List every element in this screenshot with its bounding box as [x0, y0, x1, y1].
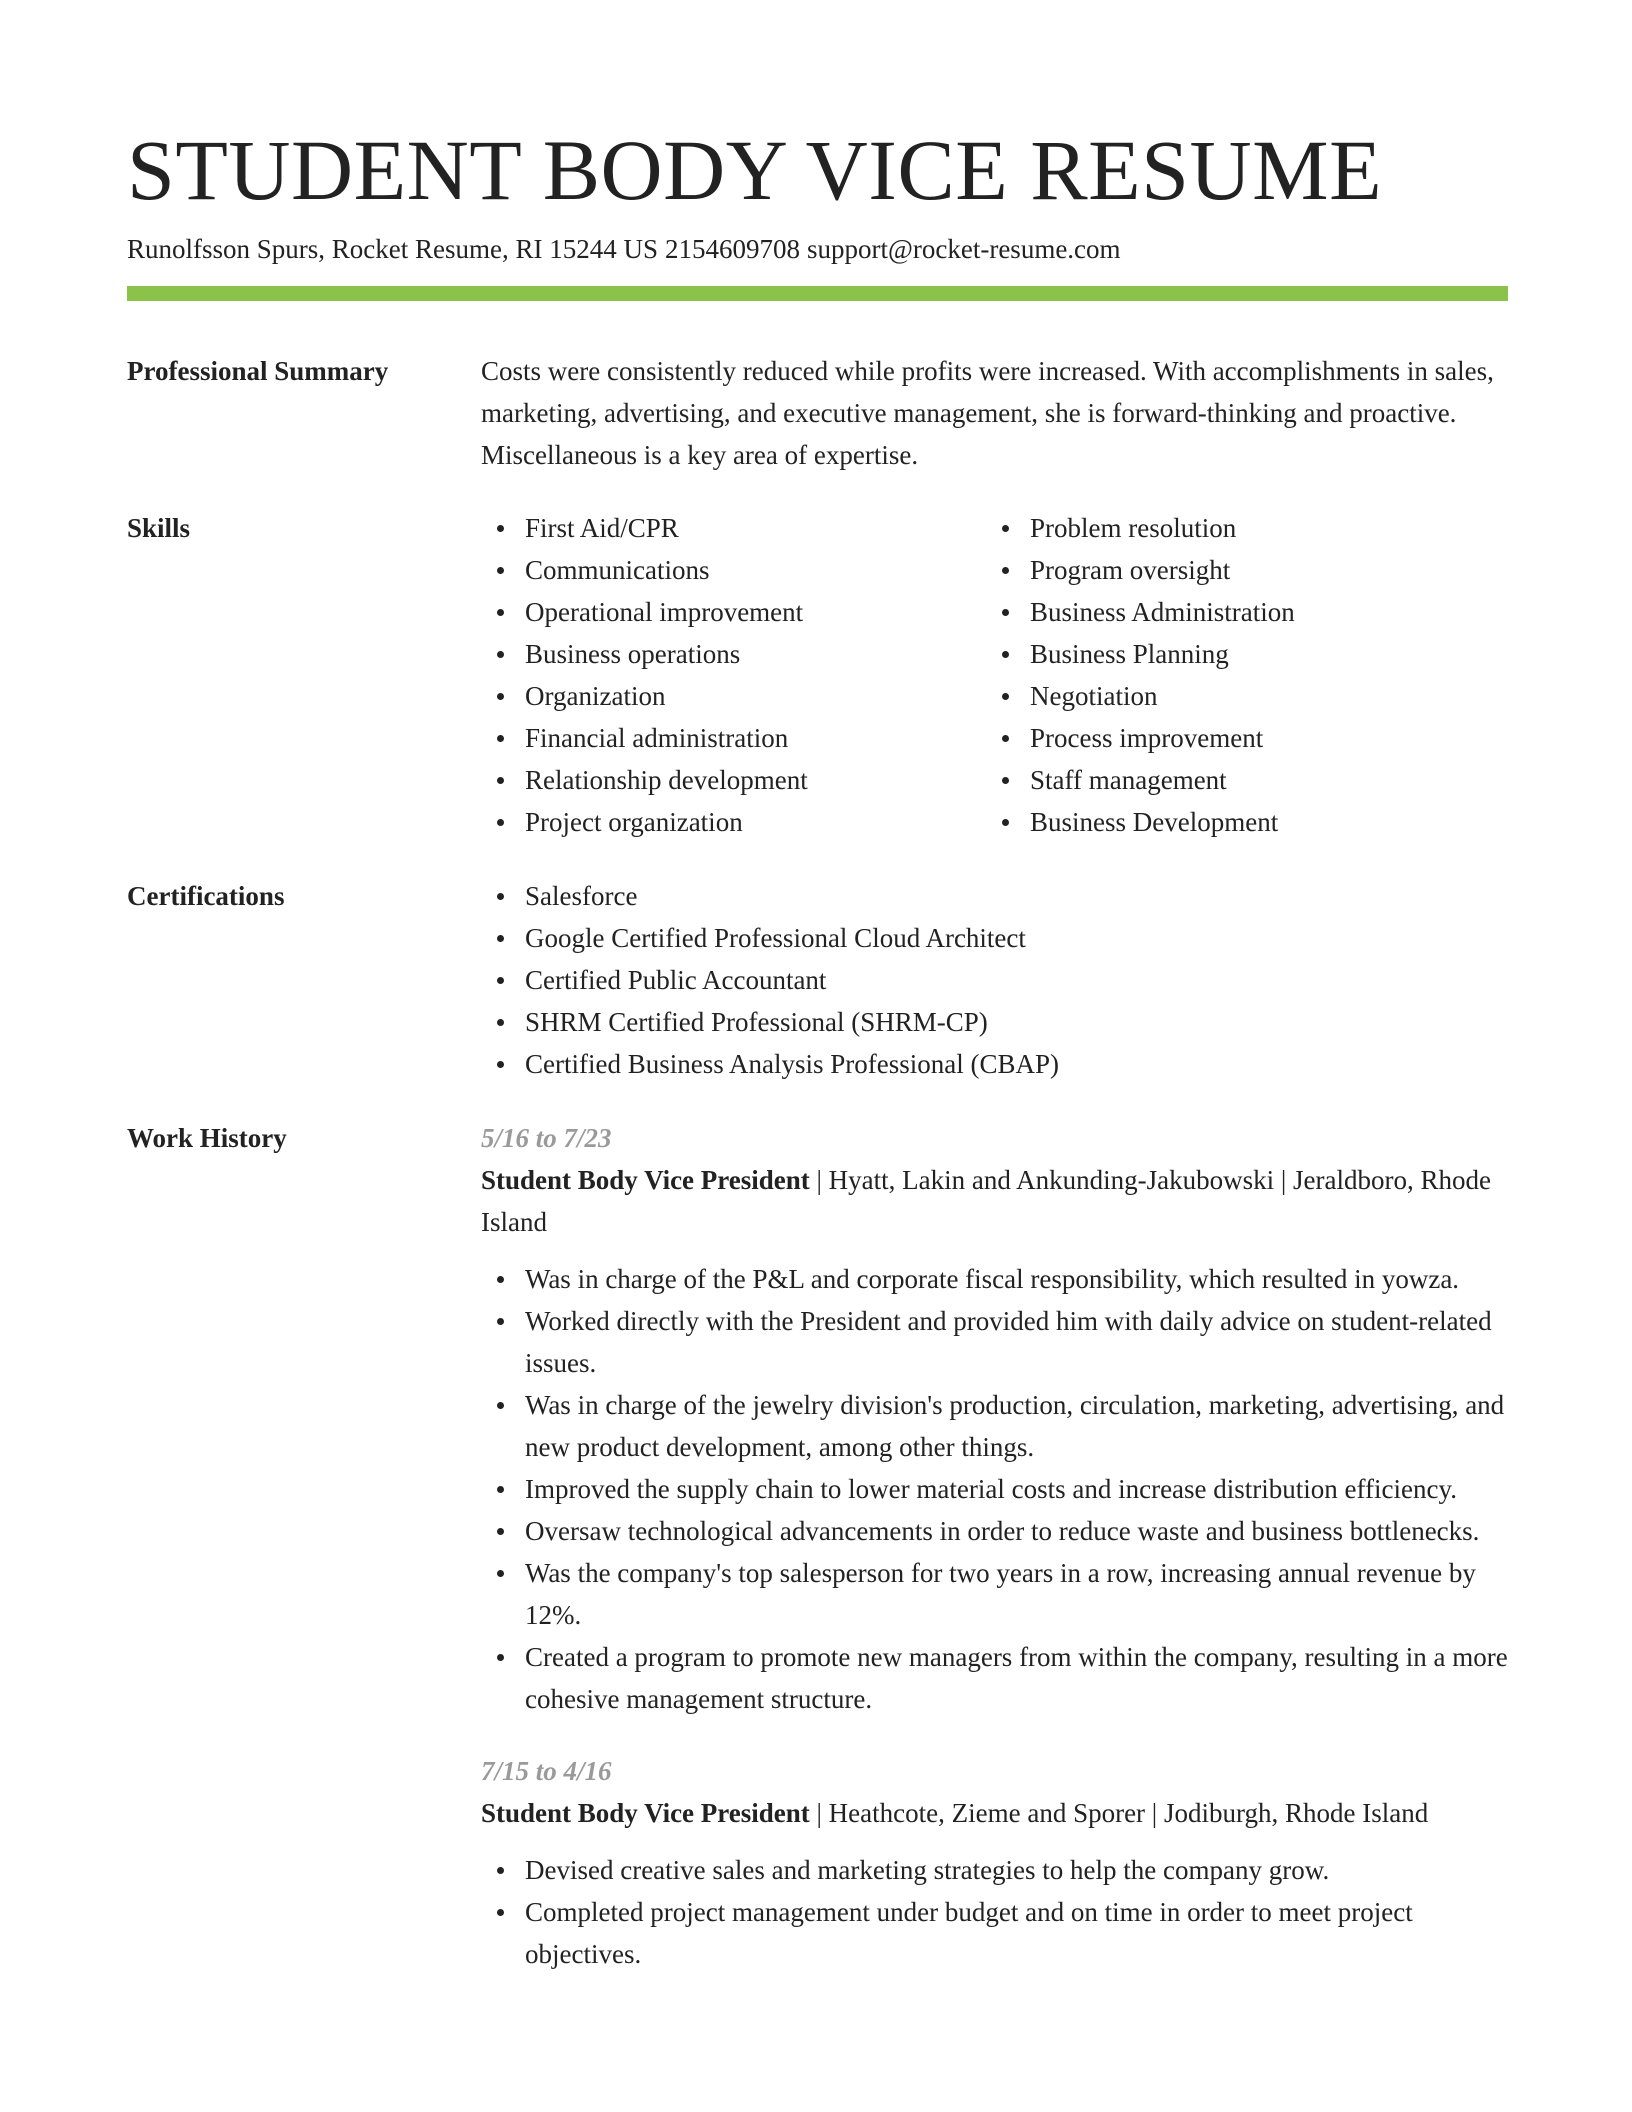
skills-body: [481, 507, 1508, 843]
certification-item: Google Certified Professional Cloud Architect: [481, 917, 1508, 959]
contact-line: [127, 231, 1121, 267]
job-title: Student Body Vice President: [481, 1165, 810, 1195]
skill-item: Operational improvement: [481, 591, 986, 633]
certification-item: Certified Public Accountant: [481, 959, 1508, 1001]
skill-item: Relationship development: [481, 759, 986, 801]
skills-list-left: [481, 507, 986, 843]
job-duty: Devised creative sales and marketing strategies to help the company grow.: [481, 1849, 1508, 1891]
job-duty: Completed project management under budget and on time in order to meet project objectives.: [481, 1891, 1508, 1975]
work-history-body: [481, 1117, 1508, 1975]
job-duty: Oversaw technological advancements in order to reduce waste and business bottlenecks.: [481, 1510, 1508, 1552]
certifications-label: Certifications: [127, 881, 285, 911]
certifications-body: [481, 875, 1508, 1085]
job-entry: [481, 1117, 1508, 1720]
job-duty: Was in charge of the P&L and corporate fiscal responsibility, which resulted in yowza.: [481, 1258, 1508, 1300]
skills-label: Skills: [127, 513, 191, 543]
skill-item: Organization: [481, 675, 986, 717]
skill-item: Business Administration: [986, 591, 1491, 633]
summary-text: Costs were consistently reduced while profits were increased. With accomplishments in sales, marketing, advertising, and executive management, she is forward-thinking and proactive. Miscellaneous is a key area of expertise.: [481, 356, 1494, 470]
header-divider: [127, 286, 1508, 301]
contact-phone: 2154609708: [665, 234, 801, 264]
job-title: Student Body Vice President: [481, 1798, 810, 1828]
job-employer-location: | Hyatt, Lakin and Ankunding-Jakubowski | Jeraldboro, Rhode Island: [481, 1165, 1491, 1237]
skill-item: Negotiation: [986, 675, 1491, 717]
job-duties-list: [481, 1258, 1508, 1720]
skill-item: Business Planning: [986, 633, 1491, 675]
contact-email[interactable]: support@rocket-resume.com: [807, 234, 1121, 264]
skill-item: Program oversight: [986, 549, 1491, 591]
certification-item: SHRM Certified Professional (SHRM-CP): [481, 1001, 1508, 1043]
job-duties-list: [481, 1849, 1508, 1975]
job-heading: [481, 1159, 1508, 1243]
job-duty: Created a program to promote new managers from within the company, resulting in a more cohesive management structure.: [481, 1636, 1508, 1720]
skill-item: Communications: [481, 549, 986, 591]
job-employer-location: | Heathcote, Zieme and Sporer | Jodiburgh, Rhode Island: [809, 1798, 1429, 1828]
job-heading: [481, 1792, 1508, 1834]
job-duty: Improved the supply chain to lower material costs and increase distribution efficiency.: [481, 1468, 1508, 1510]
skill-item: Financial administration: [481, 717, 986, 759]
skill-item: Project organization: [481, 801, 986, 843]
skill-item: Process improvement: [986, 717, 1491, 759]
job-dates: 5/16 to 7/23: [481, 1123, 612, 1153]
certifications-list: [481, 875, 1508, 1085]
contact-address: Runolfsson Spurs, Rocket Resume, RI 15244 US: [127, 234, 659, 264]
job-duty: Was in charge of the jewelry division's production, circulation, marketing, advertising, and new product development, among other things.: [481, 1384, 1508, 1468]
skill-item: Staff management: [986, 759, 1491, 801]
skills-list-right: [986, 507, 1491, 843]
certification-item: Certified Business Analysis Professional (CBAP): [481, 1043, 1508, 1085]
skill-item: Problem resolution: [986, 507, 1491, 549]
certification-item: Salesforce: [481, 875, 1508, 917]
job-duty: Was the company's top salesperson for two years in a row, increasing annual revenue by 12%.: [481, 1552, 1508, 1636]
work-history-label: Work History: [127, 1123, 287, 1153]
summary-label: Professional Summary: [127, 356, 389, 386]
job-entry: [481, 1750, 1508, 1975]
skill-item: First Aid/CPR: [481, 507, 986, 549]
job-dates: 7/15 to 4/16: [481, 1756, 612, 1786]
skill-item: Business Development: [986, 801, 1491, 843]
summary-body: [481, 350, 1508, 476]
skill-item: Business operations: [481, 633, 986, 675]
resume-title: STUDENT BODY VICE RESUME: [127, 122, 1383, 218]
job-duty: Worked directly with the President and provided him with daily advice on student-related issues.: [481, 1300, 1508, 1384]
